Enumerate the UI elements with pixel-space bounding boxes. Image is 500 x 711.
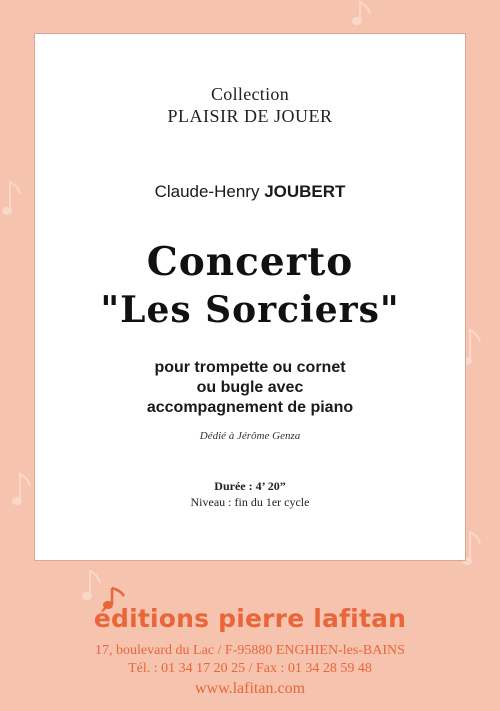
publisher-website-link[interactable]: www.lafitan.com [194, 680, 306, 697]
collection-name: PLAISIR DE JOUER [167, 106, 333, 126]
level: Niveau : fin du 1er cycle [190, 495, 310, 509]
publisher-phone-fax: Tél. : 01 34 17 20 25 / Fax : 01 34 28 59 48 [128, 661, 372, 676]
instrumentation-line-2: ou bugle avec [196, 379, 304, 396]
composer-last-name: JOUBERT [264, 182, 346, 201]
instrumentation-line-1: pour trompette ou cornet [154, 359, 346, 376]
collection-label: Collection [211, 84, 289, 104]
cover-panel [34, 33, 466, 561]
composer-first-name: Claude-Henry [154, 182, 260, 201]
title-line-2: "Les Sorciers" [100, 289, 400, 331]
instrumentation-line-3: accompagnement de piano [146, 399, 354, 416]
duration: Durée : 4’ 20” [214, 479, 286, 493]
composer-name [35, 182, 465, 202]
publisher-address: 17, boulevard du Lac / F-95880 ENGHIEN-les-BAINS [95, 643, 405, 658]
publisher-name: éditions pierre lafitan [93, 604, 407, 633]
dedication: Dédié à Jérôme Genza [199, 430, 301, 442]
title-line-1: Concerto [146, 239, 354, 285]
